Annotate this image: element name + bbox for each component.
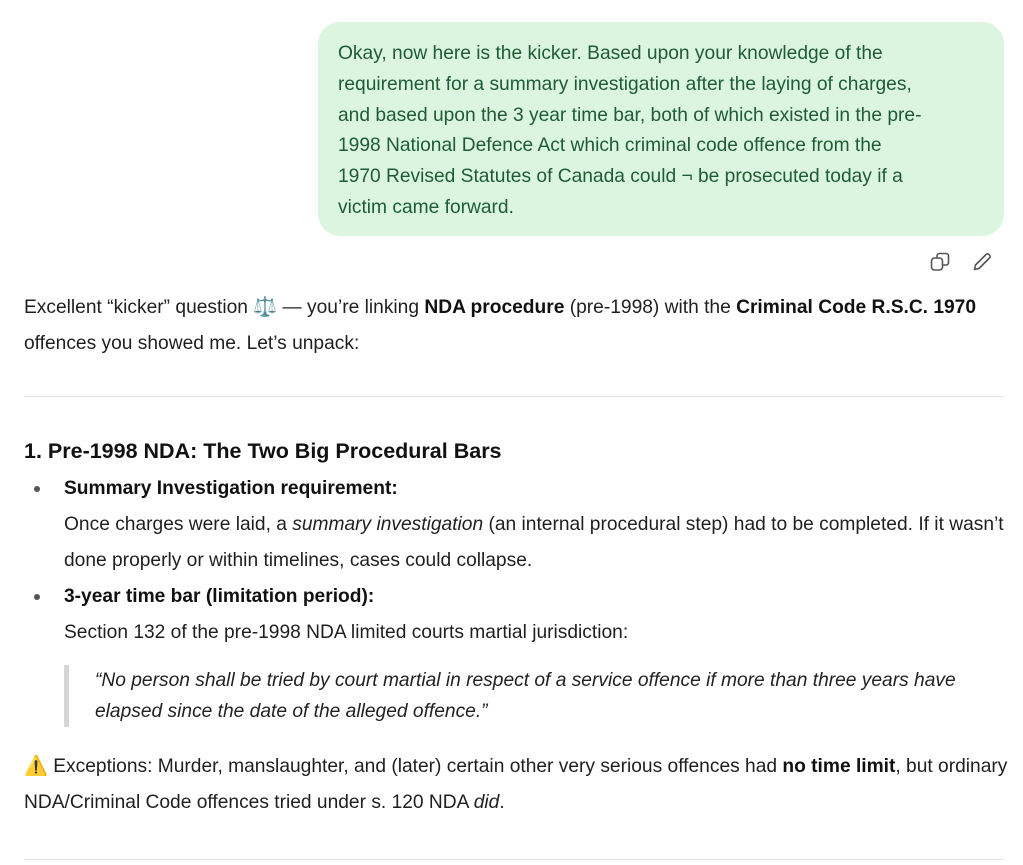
intro-text: (pre-1998) with the bbox=[564, 297, 737, 319]
user-message-line: victim came forward. bbox=[338, 196, 514, 218]
bullet-list bbox=[24, 471, 1008, 651]
bullet-text: Section 132 of the pre-1998 NDA limited courts martial jurisdiction: bbox=[64, 622, 629, 644]
section-heading: 1. Pre-1998 NDA: The Two Big Procedural Bars bbox=[24, 439, 502, 464]
bullet-title: 3-year time bar (limitation period): bbox=[64, 586, 375, 608]
message-actions bbox=[928, 250, 994, 274]
intro-text: Excellent “kicker” question bbox=[24, 297, 254, 319]
intro-text: — you’re linking bbox=[277, 297, 425, 319]
blockquote: “No person shall be tried by court martial in respect of a service offence if more than three years have elapsed since the date of the alleged offence.” bbox=[64, 665, 1008, 727]
bullet-italic: summary investigation bbox=[292, 514, 484, 536]
scales-icon: ⚖️ bbox=[253, 297, 278, 318]
divider bbox=[24, 396, 1004, 397]
warning-text: . bbox=[499, 792, 505, 814]
warning-icon: ⚠️ bbox=[24, 756, 48, 778]
intro-text: offences you showed me. Let’s unpack: bbox=[24, 333, 360, 355]
list-item bbox=[24, 471, 1008, 579]
warning-bold: no time limit bbox=[782, 756, 896, 778]
intro-bold: NDA procedure bbox=[424, 297, 565, 319]
warning-italic: did bbox=[473, 792, 500, 814]
bullet-title: Summary Investigation requirement: bbox=[64, 478, 398, 500]
user-message-bubble bbox=[318, 22, 1004, 236]
intro-paragraph bbox=[24, 290, 1008, 362]
copy-icon bbox=[929, 251, 951, 273]
bullet-text: Once charges were laid, a bbox=[64, 514, 293, 536]
pencil-icon bbox=[971, 251, 993, 273]
warning-text: , but ordinary NDA/Criminal Code offences tried under s. 120 NDA bbox=[24, 756, 1008, 814]
copy-button[interactable] bbox=[928, 250, 952, 274]
user-message-line: 1998 National Defence Act which criminal code offence from the bbox=[338, 135, 882, 157]
intro-bold: Criminal Code R.S.C. 1970 bbox=[736, 297, 977, 319]
user-message-line: 1970 Revised Statutes of Canada could ¬ be prosecuted today if a bbox=[338, 166, 903, 188]
list-item bbox=[24, 579, 1008, 651]
warning-paragraph bbox=[24, 749, 1008, 821]
assistant-response bbox=[24, 290, 1008, 860]
bullet-text: (an internal procedural step) had to be completed. If it wasn’t done properly or within timelines, cases could collapse. bbox=[64, 514, 1004, 572]
edit-button[interactable] bbox=[970, 250, 994, 274]
user-message-line: requirement for a summary investigation after the laying of charges, bbox=[338, 73, 912, 95]
warning-text: Exceptions: Murder, manslaughter, and (later) certain other very serious offences had bbox=[47, 756, 783, 778]
divider bbox=[24, 859, 1004, 860]
user-message-line: Okay, now here is the kicker. Based upon your knowledge of the bbox=[338, 43, 883, 64]
user-message-line: and based upon the 3 year time bar, both of which existed in the pre- bbox=[338, 104, 922, 126]
